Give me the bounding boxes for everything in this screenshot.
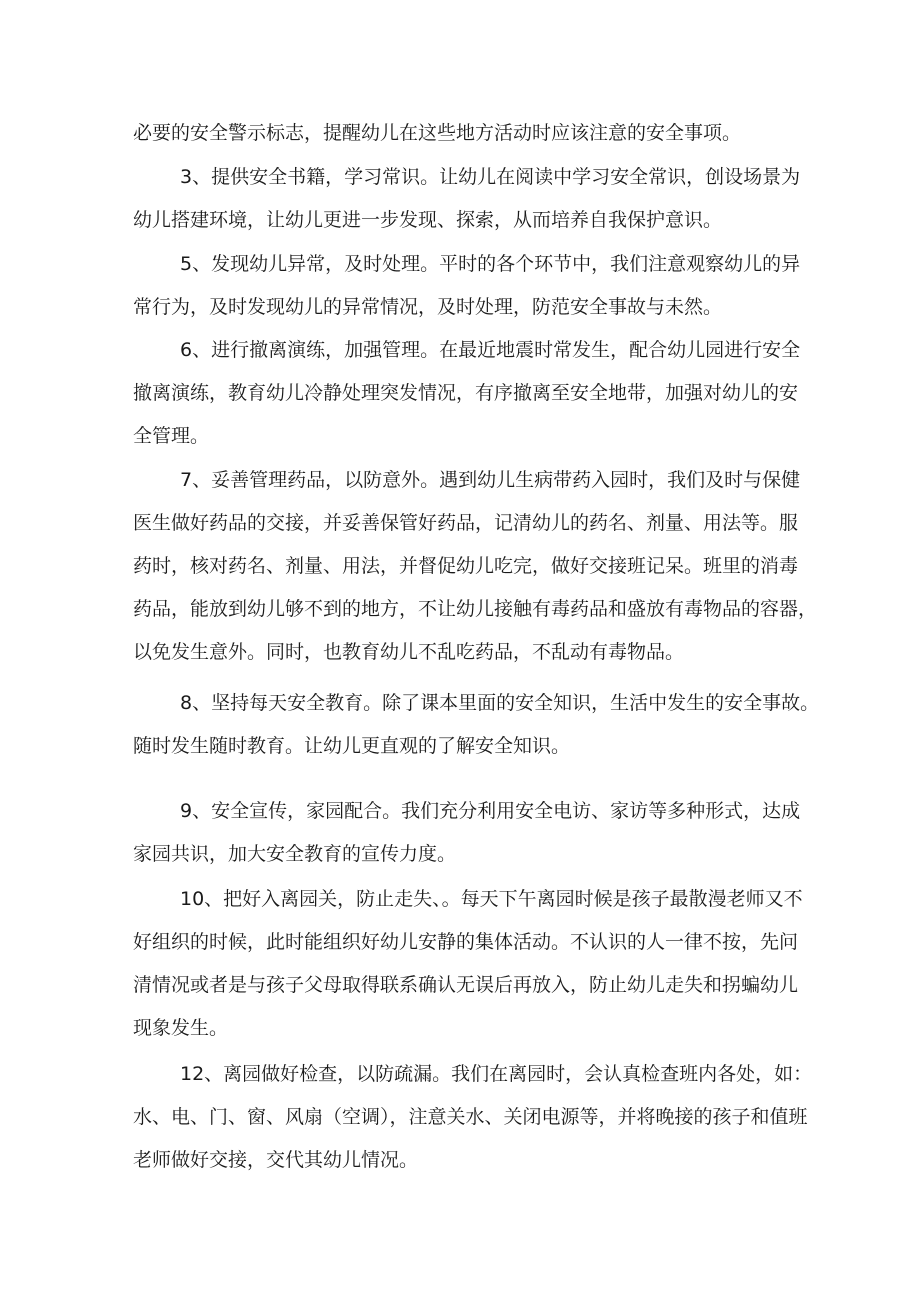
text-line: 水、电、门、窗、风扇（空调），注意关水、关闭电源等，并将晚接的孩子和值班 — [133, 1106, 808, 1128]
text-line: 药品，能放到幼儿够不到的地方，不让幼儿接触有毒药品和盛放有毒物品的容器， — [133, 598, 818, 620]
paragraph-item-12 — [133, 1053, 813, 1182]
paragraph-continuation — [133, 112, 793, 155]
text-line: 8、坚持每天安全教育。除了课本里面的安全知识，生活中发生的安全事故。 — [180, 692, 820, 714]
text-line: 以免发生意外。同时，也教育幼儿不乱吃药品，不乱动有毒物品。 — [133, 641, 685, 663]
paragraph-item-9 — [133, 790, 801, 876]
text-line: 清情况或者是与孩子父母取得联系确认无误后再放入，防止幼儿走失和拐蝙幼儿 — [133, 974, 799, 996]
paragraph-item-5 — [133, 243, 801, 329]
text-line: 12、离园做好检查，以防疏漏。我们在离园时，会认真检查班内各处，如： — [180, 1063, 813, 1085]
text-line: 必要的安全警示标志，提醒幼儿在这些地方活动时应该注意的安全事项。 — [133, 122, 742, 144]
text-line: 7、妥善管理药品，以防意外。遇到幼儿生病带药入园时，我们及时与保健 — [180, 469, 801, 491]
text-line: 5、发现幼儿异常，及时处理。平时的各个环节中，我们注意观察幼儿的异 — [180, 253, 801, 275]
text-line: 全管理。 — [133, 425, 210, 447]
paragraph-item-8 — [133, 682, 820, 768]
text-line: 好组织的时候，此时能组织好幼儿安静的集体活动。不认识的人一律不按，先问 — [133, 931, 799, 953]
text-line: 家园共识，加大安全教育的宣传力度。 — [133, 843, 457, 865]
text-line: 医生做好药品的交接，并妥善保管好药品，记清幼儿的药名、剂量、用法等。服 — [133, 512, 799, 534]
paragraph-item-7 — [133, 459, 818, 674]
text-line: 幼儿搭建环境，让幼儿更进一步发现、探索，从而培养自我保护意识。 — [133, 209, 723, 231]
text-line: 现象发生。 — [133, 1017, 229, 1039]
text-line: 3、提供安全书籍，学习常识。让幼儿在阅读中学习安全常识，创设场景为 — [180, 166, 801, 188]
text-line: 9、安全宣传，家园配合。我们充分利用安全电访、家访等多种形式，达成 — [180, 800, 801, 822]
text-line: 随时发生随时教育。让幼儿更直观的了解安全知识。 — [133, 735, 571, 757]
text-line: 6、进行撤离演练，加强管理。在最近地震时常发生，配合幼儿园进行安全 — [180, 339, 801, 361]
text-line: 10、把好入离园关，防止走失、。每天下午离园时候是孩子最散漫老师又不 — [180, 888, 803, 910]
paragraph-item-10 — [133, 878, 803, 1050]
text-line: 药时，核对药名、剂量、用法，并督促幼儿吃完，做好交接班记呆。班里的消毒 — [133, 555, 799, 577]
text-line: 撤离演练，教育幼儿冷静处理突发情况，有序撤离至安全地带，加强对幼儿的安 — [133, 382, 799, 404]
text-line: 常行为，及时发现幼儿的异常情况，及时处理，防范安全事故与未然。 — [133, 296, 723, 318]
text-line: 老师做好交接，交代其幼儿情况。 — [133, 1149, 419, 1171]
paragraph-item-3 — [133, 156, 801, 242]
paragraph-item-6 — [133, 329, 801, 458]
